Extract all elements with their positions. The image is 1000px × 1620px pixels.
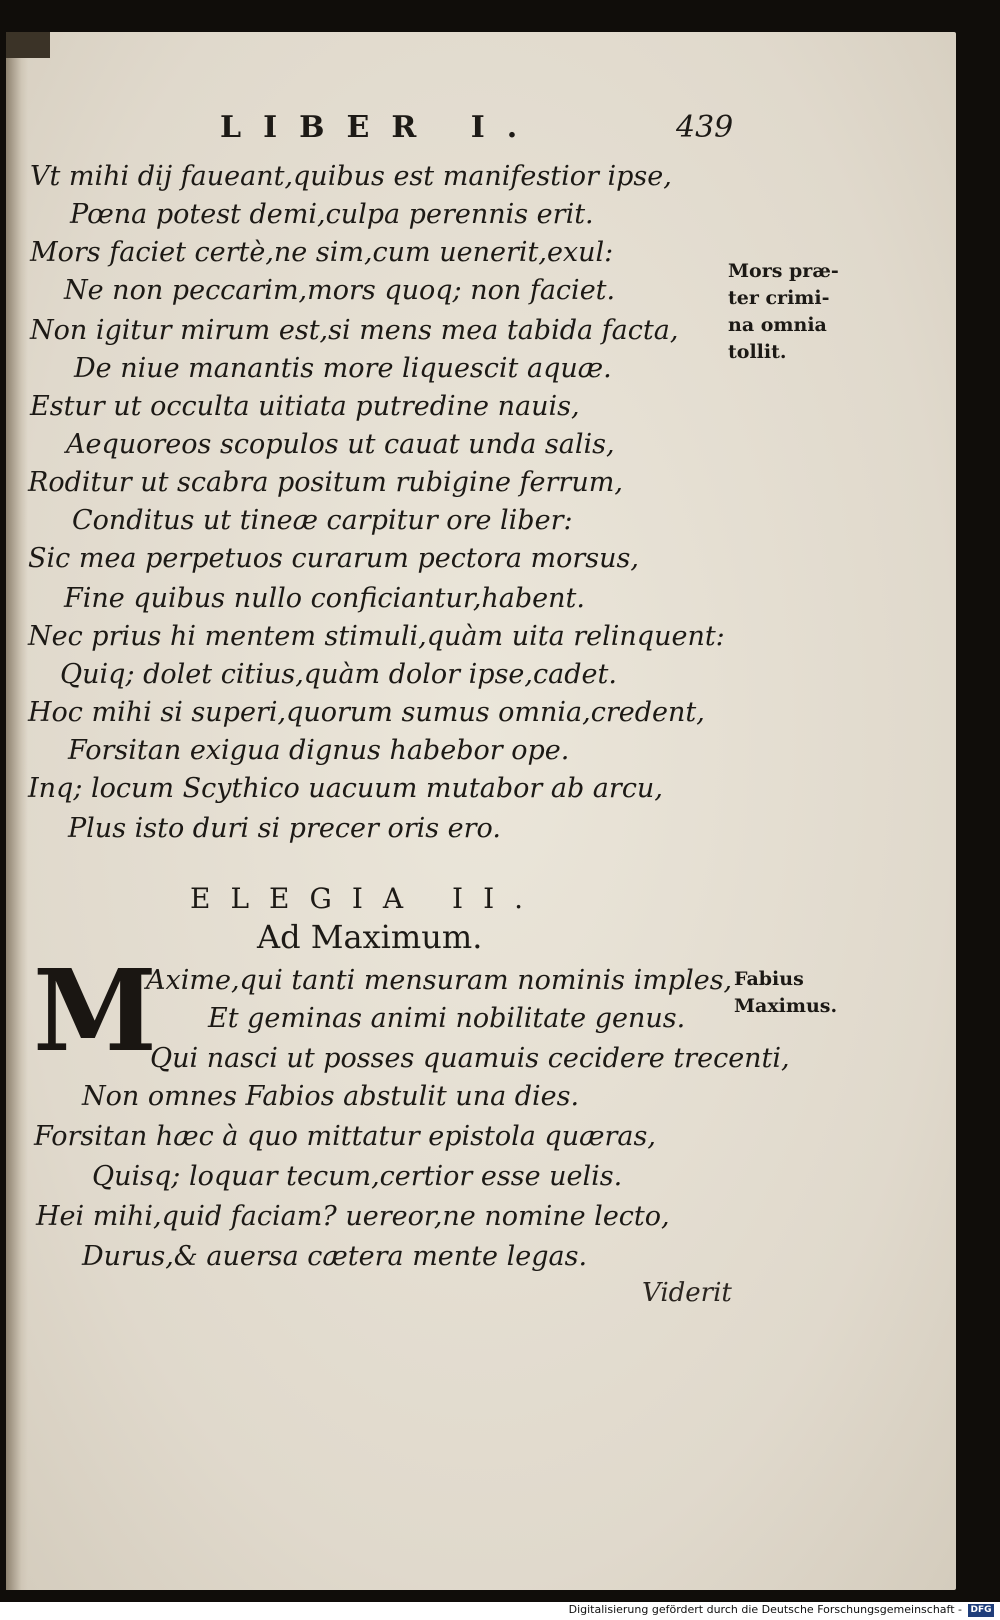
- verse-line: Conditus ut tineæ carpitur ore liber:: [72, 505, 573, 536]
- drop-cap: M: [33, 946, 157, 1077]
- verse-line: Hei mihi,quid faciam? uereor,ne nomine lecto,: [36, 1201, 670, 1232]
- verse-line: Pœna potest demi,culpa perennis erit.: [70, 199, 594, 230]
- verse-line: Aequoreos scopulos ut cauat unda salis,: [66, 429, 615, 460]
- footer-bar: [0, 1602, 1000, 1620]
- verse-line: Forsitan exigua dignus habebor ope.: [68, 735, 570, 766]
- elegy-subtitle: Ad Maximum.: [257, 918, 483, 956]
- verse-line: Fine quibus nullo conficiantur,habent.: [64, 583, 585, 614]
- marginal-note: Mors præ- ter crimi- na omnia tollit.: [728, 260, 839, 363]
- verse-line: Forsitan hæc à quo mittatur epistola quæras,: [34, 1121, 656, 1152]
- verse-line: Hoc mihi si superi,quorum sumus omnia,credent,: [28, 697, 705, 728]
- page-gutter: [6, 32, 28, 1590]
- catchword: Viderit: [642, 1278, 732, 1308]
- verse-line: Non igitur mirum est,si mens mea tabida facta,: [30, 315, 679, 346]
- verse-line: Et geminas animi nobilitate genus.: [208, 1003, 686, 1034]
- dfg-logo: DFG: [968, 1604, 994, 1617]
- verse-line: Plus isto duri si precer oris ero.: [68, 813, 501, 844]
- verse-line: Quisq; loquar tecum,certior esse uelis.: [92, 1161, 623, 1192]
- verse-line: Durus,& auersa cætera mente legas.: [82, 1241, 588, 1272]
- verse-line: Axime,qui tanti mensuram nominis imples,: [146, 965, 733, 996]
- running-head: LIBER I.: [220, 110, 540, 145]
- verse-line: Mors faciet certè,ne sim,cum uenerit,exul:: [30, 237, 614, 268]
- verse-line: Sic mea perpetuos curarum pectora morsus,: [28, 543, 639, 574]
- verse-line: Qui nasci ut posses quamuis cecidere trecenti,: [150, 1043, 790, 1074]
- marginal-note: Fabius Maximus.: [734, 968, 838, 1017]
- verse-line: Inq; locum Scythico uacuum mutabor ab arcu,: [28, 773, 663, 804]
- verse-line: Estur ut occulta uitiata putredine nauis,: [30, 391, 580, 422]
- verse-line: Vt mihi dij faueant,quibus est manifestior ipse,: [30, 161, 672, 192]
- verse-line: Ne non peccarim,mors quoq; non faciet.: [64, 275, 616, 306]
- elegy-heading: ELEGIA II.: [190, 882, 544, 915]
- funding-credit: Digitalisierung gefördert durch die Deutsche Forschungsgemeinschaft -: [568, 1603, 962, 1616]
- verse-line: Non omnes Fabios abstulit una dies.: [82, 1081, 580, 1112]
- page-tab: [6, 32, 50, 58]
- verse-line: Nec prius hi mentem stimuli,quàm uita relinquent:: [28, 621, 725, 652]
- verse-line: Quiq; dolet citius,quàm dolor ipse,cadet.: [60, 659, 617, 690]
- verse-line: Roditur ut scabra positum rubigine ferrum,: [28, 467, 623, 498]
- verse-line: De niue manantis more liquescit aquæ.: [74, 353, 612, 384]
- page-number: 439: [676, 110, 734, 145]
